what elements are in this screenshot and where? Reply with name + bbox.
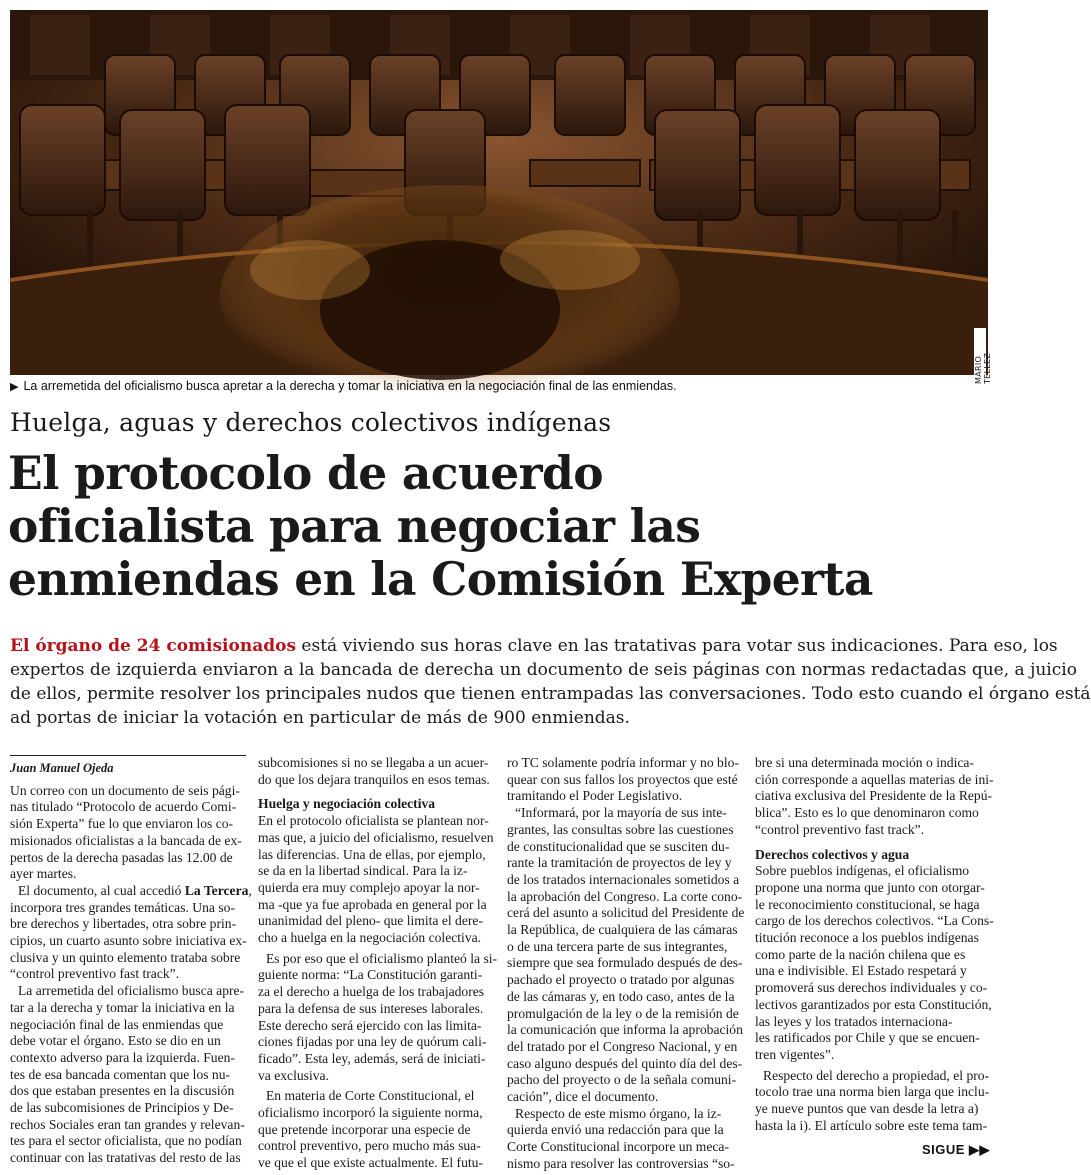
- column-line: la comunicación que informa la aprobación: [507, 1022, 743, 1038]
- column-line: que pretende incorporar una especie de: [258, 1121, 471, 1137]
- column-line: rante la tramitación de proyectos de ley y: [507, 855, 732, 871]
- column-line: continuar con las tratativas del resto de las: [10, 1150, 241, 1166]
- column-line: clusiva y un quinto elemento trataba sobre: [10, 949, 241, 965]
- column-line: En el protocolo oficialista se plantean nor-: [258, 813, 489, 829]
- continue-marker: SIGUE ▶▶: [921, 1142, 990, 1157]
- column-line: cipios, un cuarto asunto sobre iniciativa ex-: [10, 933, 247, 949]
- column-line: de constitucionalidad que se susciten du-: [507, 838, 730, 854]
- column-line: o de una tercera parte de sus integrantes,: [507, 938, 728, 954]
- headline-line: oficialista para negociar las: [8, 499, 701, 553]
- column-line: “control preventivo fast track”.: [10, 966, 180, 982]
- article-column-3: [507, 755, 743, 1173]
- column-line: pachado el proyecto o tratado por algunas: [507, 972, 735, 988]
- lead-highlight: El órgano de 24 comisionados: [10, 636, 297, 656]
- column-line: tes de esa bancada comentan que los nu-: [10, 1066, 231, 1082]
- column-line: quierda envió una redacción para que la: [507, 1122, 724, 1138]
- column-line: tocolo trae una norma bien larga que inclu-: [755, 1084, 990, 1100]
- column-line: Corte Constitucional incorpore un meca-: [507, 1139, 729, 1155]
- column-line: debe votar el órgano. Esto se dio en un: [10, 1033, 221, 1049]
- column-line: ye nueve puntos que van desde la letra a): [755, 1101, 979, 1117]
- triangle-right-icon: ▶: [10, 380, 19, 393]
- column-line: El documento, al cual accedió La Tercera,: [18, 882, 252, 898]
- column-line: promulgación de la ley o de la remisión de: [507, 1005, 739, 1021]
- column-line: subcomisiones si no se llegaba a un acuer-: [258, 755, 489, 770]
- photo-caption: [10, 379, 988, 393]
- column-line: ficado”. Esta ley, además, será de iniciati-: [258, 1050, 486, 1066]
- column-line: una e indivisible. El Estado respetará y: [755, 963, 967, 979]
- column-line: za el derecho a huelga de los trabajadores: [258, 984, 485, 1000]
- column-line: del tratado por el Congreso Nacional, y en: [507, 1038, 738, 1054]
- column-line: cerá del asunto a solicitud del Presidente de: [507, 905, 745, 921]
- column-line: cación”, dice el documento.: [507, 1089, 659, 1105]
- article-column-2: [258, 755, 498, 1172]
- column-line: rechos Sociales eran tan grandes y relevan-: [10, 1116, 245, 1132]
- column-line: promoverá sus derechos individuales y co-: [755, 980, 988, 996]
- column-line: blica”. Esto es lo que denominaron como: [755, 805, 979, 821]
- byline-block: [10, 755, 246, 777]
- column-body: [258, 755, 498, 1172]
- column-line: Un correo con un documento de seis pági-: [10, 782, 240, 798]
- column-line: de los tratados internacionales sometidos a: [507, 871, 740, 887]
- column-line: siempre que sea formulado después de des-: [507, 955, 743, 971]
- column-line: Sobre pueblos indígenas, el oficialismo: [755, 863, 970, 879]
- lead-paragraph: [10, 634, 1091, 730]
- column-line: tar a la derecha y tomar la iniciativa en la: [10, 999, 235, 1015]
- column-line: le reconocimiento constitucional, se haga: [755, 896, 980, 912]
- column-line: las diferencias. Una de ellas, por ejemplo,: [258, 846, 486, 862]
- lead-line: expertos de izquierda enviaron a la bancada de derecha un documento de seis páginas con normas redactadas que, a juicio: [10, 660, 1077, 680]
- article-column-4: [755, 755, 994, 1134]
- column-line: pacho del proyecto o de la señala comuni-: [507, 1072, 737, 1088]
- headline-line: enmiendas en la Comisión Experta: [8, 552, 873, 606]
- column-line: para la defensa de sus intereses laborales.: [258, 1000, 484, 1016]
- column-body: [10, 782, 252, 1167]
- column-body: [507, 755, 743, 1173]
- section-subheading: Huelga y negociación colectiva: [258, 796, 436, 812]
- column-line: misionados oficialistas a la bancada de ex-: [10, 832, 242, 848]
- column-line: pertos de la derecha pasadas las 12.00 de: [10, 849, 233, 865]
- column-line: les ratificados por Chile y que se encuen-: [755, 1030, 980, 1046]
- column-line: propone una norma que junto con otorgar-: [755, 879, 985, 895]
- headline-line: El protocolo de acuerdo: [8, 446, 603, 500]
- column-line: contexto adverso para la izquierda. Fuen-: [10, 1049, 235, 1065]
- column-line: Respecto de este mismo órgano, la iz-: [515, 1105, 722, 1121]
- column-line: como parte de la nación chilena que es: [755, 946, 966, 962]
- column-line: tramitando el Poder Legislativo.: [507, 788, 683, 804]
- headline: [8, 447, 988, 606]
- column-line: quear con sus fallos los proyectos que esté: [507, 771, 738, 787]
- column-line: de las subcomisiones de Principios y De-: [10, 1100, 234, 1116]
- chamber-chairs-illustration: [10, 10, 988, 375]
- column-line: guiente norma: “La Constitución garanti-: [258, 967, 483, 983]
- column-line: Este derecho será ejercido con las limita-: [258, 1017, 482, 1033]
- paragraph-gap: [258, 788, 494, 796]
- column-line: oficialismo incorporó la siguiente norma,: [258, 1105, 483, 1121]
- column-line: cho a huelga en la negociación colectiva.: [258, 930, 482, 946]
- article-column-1: [10, 755, 252, 1167]
- column-line: mas que, a juicio del oficialismo, resuelven: [258, 829, 494, 845]
- kicker: Huelga, aguas y derechos colectivos indígenas: [10, 408, 612, 437]
- column-line: nas titulado “Protocolo de acuerdo Comi-: [10, 799, 237, 815]
- column-line: nismo para resolver las controversias “so-: [507, 1155, 735, 1171]
- lead-line: [10, 634, 1058, 658]
- photo-credit: MARIO TELLEZ: [974, 328, 986, 384]
- column-line: tren vigentes”.: [755, 1046, 835, 1062]
- lead-line: ad portas de iniciar la votación en particular de más de 900 enmiendas.: [10, 708, 630, 728]
- column-line: bre si una determinada moción o indica-: [755, 755, 974, 770]
- column-line: sión Experta” fue lo que enviaron los co-: [10, 816, 234, 832]
- column-line: cargo de los derechos colectivos. “La Cons-: [755, 913, 994, 929]
- column-line: do que los dejara tranquilos en esos temas.: [258, 771, 490, 787]
- column-line: lectivos garantizados por esta Constitución,: [755, 996, 992, 1012]
- column-line: negociación final de las enmiendas que: [10, 1016, 224, 1032]
- column-line: dos que estaban presentes en la discusión: [10, 1083, 235, 1099]
- column-line: hasta la i). El artículo sobre este tema tam-: [755, 1117, 988, 1133]
- column-line: control preventivo, pero mucho más sua-: [258, 1138, 481, 1154]
- column-line: ción corresponde a aquellas materias de ini-: [755, 771, 994, 787]
- column-line: “Informará, por la mayoría de sus inte-: [515, 805, 727, 821]
- caption-text: La arremetida del oficialismo busca apretar a la derecha y tomar la iniciativa en la negociación final de las enmiendas.: [23, 379, 677, 393]
- column-line: Respecto del derecho a propiedad, el pro-: [763, 1067, 990, 1083]
- column-line: La arremetida del oficialismo busca apre-: [18, 983, 245, 999]
- column-line: ciones fijadas por una ley de quórum cali-: [258, 1034, 487, 1050]
- lead-photo: [10, 10, 992, 384]
- paragraph-gap: [755, 839, 991, 847]
- column-line: se da en la libertad sindical. Para la iz-: [258, 863, 468, 879]
- column-line: incorpora tres grandes temáticas. Una so-: [10, 899, 235, 915]
- column-line: la aprobación del Congreso. La corte cono-: [507, 888, 743, 904]
- column-line: quierda era muy complejo apoyar la nor-: [258, 879, 480, 895]
- column-line: ciativa exclusiva del Presidente de la Repú-: [755, 788, 993, 804]
- section-subheading: Derechos colectivos y agua: [755, 846, 910, 862]
- column-line: “control preventivo fast track”.: [755, 821, 925, 837]
- column-line: ma -que ya fue aprobada en general por la: [258, 896, 487, 912]
- column-line: la República, de cualquiera de las cámaras: [507, 922, 738, 938]
- column-line: caso alguno después del quinto día del des-: [507, 1055, 743, 1071]
- column-line: titución reconoce a los pueblos indígenas: [755, 930, 979, 946]
- column-line: va exclusiva.: [258, 1067, 329, 1083]
- column-line: Es por eso que el oficialismo planteó la si-: [266, 950, 498, 966]
- byline: Juan Manuel Ojeda: [10, 761, 114, 775]
- column-line: grantes, las consultas sobre las cuestiones: [507, 821, 734, 837]
- column-line: ayer martes.: [10, 866, 77, 882]
- newspaper-name: La Tercera: [184, 882, 249, 898]
- column-line: ro TC solamente podría informar y no blo-: [507, 755, 739, 770]
- column-line: En materia de Corte Constitucional, el: [266, 1088, 475, 1104]
- column-line: de las cámaras y, en todo caso, antes de la: [507, 988, 735, 1004]
- column-line: las leyes y los tratados internaciona-: [755, 1013, 953, 1029]
- column-line: bre derechos y libertades, otra sobre prin-: [10, 916, 237, 932]
- column-line: ve que el que existe actualmente. El futu-: [258, 1155, 483, 1171]
- lead-line: de ellos, permite resolver los principales nudos que tienen entrampadas las conversaciones. Todo esto cuando el órgano está: [10, 684, 1091, 704]
- column-line: tes para el sector oficialista, que no podían: [10, 1133, 242, 1149]
- lead-line-rest: está viviendo sus horas clave en las tratativas para votar sus indicaciones. Para eso, los: [296, 636, 1058, 656]
- column-body: [755, 755, 994, 1134]
- column-line: unanimidad del pleno- que limita el dere-: [258, 913, 483, 929]
